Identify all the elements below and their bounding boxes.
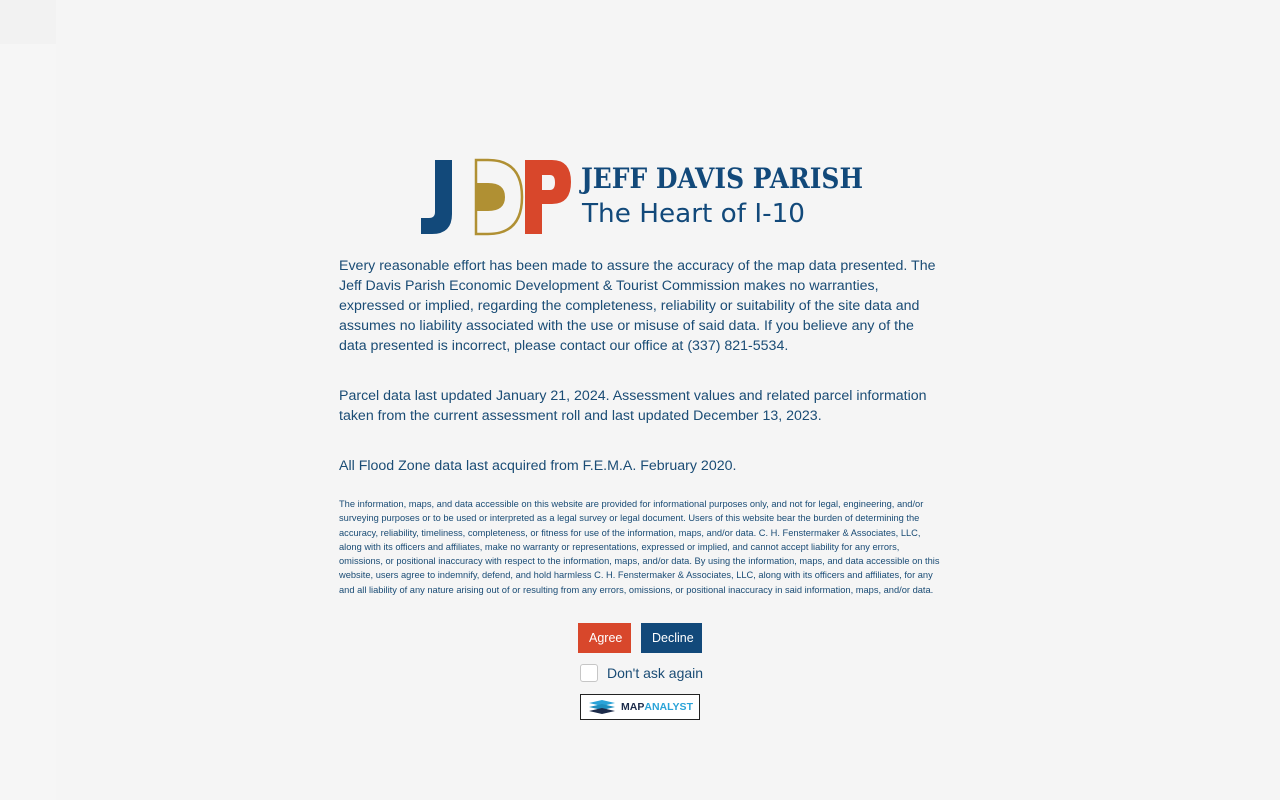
sidebar	[0, 0, 56, 800]
mapanalyst-logo[interactable]	[580, 694, 700, 720]
parcel-data-update-note: Parcel data last updated January 21, 2024. Assessment values and related parcel information taken from the current assessment roll and last updated December 13, 2023.	[339, 388, 927, 424]
flood-zone-note: All Flood Zone data last acquired from F.E.M.A. February 2020.	[339, 458, 737, 474]
jeff-davis-parish-logo	[421, 158, 871, 238]
mapanalyst-text-map: MAP	[621, 701, 645, 713]
svg-text:JEFF DAVIS PARISH: JEFF DAVIS PARISH	[578, 162, 863, 195]
layers-icon	[587, 699, 617, 715]
svg-text:The Heart of I-10: The Heart of I-10	[580, 199, 805, 229]
agree-button[interactable]: Agree	[578, 623, 631, 653]
checkbox-label: Don't ask again	[607, 665, 704, 681]
mapanalyst-text-analyst: ANALYST	[644, 701, 693, 713]
checkbox-box[interactable]	[580, 664, 598, 682]
sidebar-header	[0, 0, 56, 44]
legal-fine-print: The information, maps, and data accessible on this website are provided for informational purposes only, and not for legal, engineering, and/or surveying purposes or to be used or interpreted as a legal survey or legal document. Users of this website bear the burden of determining the accuracy, reliability, timeliness, completeness, or fitness for use of the information, maps, and/or data. C. H. Fenstermaker & Associates, LLC, along with its officers and affiliates, make no warranty or representations, expressed or implied, and cannot accept liability for any errors, omissions, or positional inaccuracy with respect to the information, maps, and/or data. By using the information, maps, and data accessible on this website, users agree to indemnify, defend, and hold harmless C. H. Fenstermaker & Associates, LLC, along with its officers and affiliates, for any and all liability of any nature arising out of or resulting from any errors, omissions, or positional inaccuracy in said information, maps, and/or data.	[339, 499, 940, 595]
dont-ask-again-checkbox[interactable]	[580, 664, 703, 682]
accuracy-disclaimer: Every reasonable effort has been made to assure the accuracy of the map data presented. The Jeff Davis Parish Economic Development & Tourist Commission makes no warranties, expressed or implied, regarding the completeness, reliability or suitability of the site data and assumes no liability associated with the use or misuse of said data. If you believe any of the data presented is incorrect, please contact our office at (337) 821-5534.	[339, 258, 936, 354]
decline-button[interactable]: Decline	[641, 623, 702, 653]
